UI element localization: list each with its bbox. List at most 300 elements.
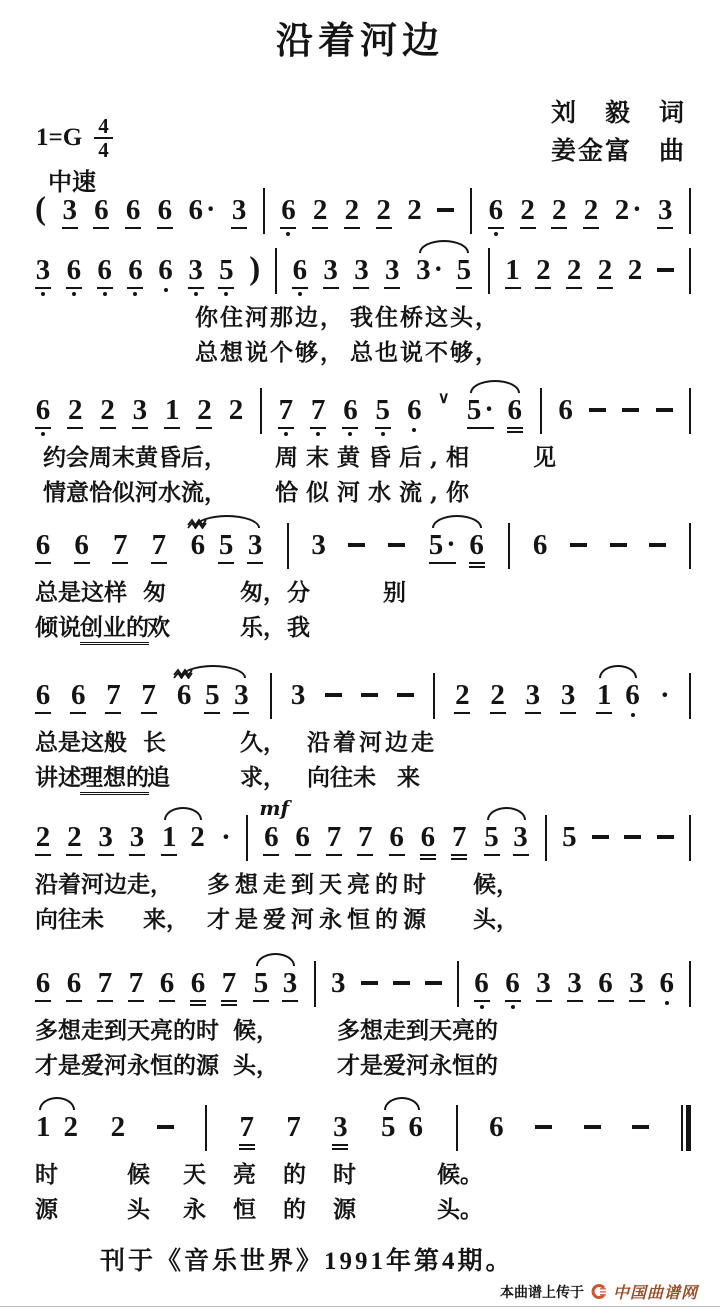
underline xyxy=(239,1148,255,1150)
underline xyxy=(127,287,143,289)
duration-dash xyxy=(425,981,442,985)
underline xyxy=(456,287,472,289)
note xyxy=(489,1112,504,1142)
note xyxy=(583,195,599,229)
note xyxy=(157,195,173,229)
note-number: 2 xyxy=(627,254,643,286)
duration-dash xyxy=(657,268,674,272)
note-number: 6 xyxy=(507,394,522,426)
lyric-segment: 永恒的源 xyxy=(183,1196,383,1223)
note-number: 5 xyxy=(218,529,234,561)
lyric-segment: 才是爱河永恒的 xyxy=(337,1052,498,1079)
lyric-line xyxy=(35,866,691,896)
note xyxy=(129,822,145,856)
lyric-segment: 周末黄昏后,相 xyxy=(275,444,478,471)
note-number: 6 xyxy=(35,967,51,999)
note-number: 6 xyxy=(558,394,573,426)
lyric-segment: 头。 xyxy=(437,1196,483,1223)
note-number: 2 xyxy=(520,194,535,226)
underline xyxy=(566,287,582,289)
note xyxy=(484,822,500,856)
augmentation-dot: · xyxy=(632,194,642,225)
low-octave-dot xyxy=(348,432,352,436)
lyric-segment: 头， xyxy=(233,1052,279,1079)
site-name: 中国曲谱网 xyxy=(612,1283,698,1302)
note xyxy=(141,680,157,714)
lyric-segment: 头 xyxy=(127,1196,150,1223)
note-number: 3 xyxy=(331,967,346,999)
note xyxy=(35,530,51,564)
note-number: 3 xyxy=(658,194,673,226)
duration-dash xyxy=(622,408,639,412)
lyric-segment: 来， xyxy=(143,906,189,933)
underline xyxy=(112,562,128,564)
note-number: 6 xyxy=(489,1111,504,1143)
note-number: 6 xyxy=(408,1111,423,1143)
underline xyxy=(129,854,145,856)
duration-dash xyxy=(361,981,378,985)
note-number: 7 xyxy=(128,967,144,999)
note-number: 6 xyxy=(659,967,674,999)
note xyxy=(469,530,485,568)
underline xyxy=(310,427,326,429)
slur-group xyxy=(176,680,251,714)
parenthesis: ( xyxy=(35,191,46,227)
note xyxy=(97,255,113,296)
system-1 xyxy=(35,169,691,236)
duration-dash xyxy=(632,1125,649,1129)
underline xyxy=(221,1004,237,1006)
note xyxy=(375,395,391,436)
note-number: 6 xyxy=(35,529,51,561)
note xyxy=(513,822,529,856)
underline xyxy=(218,287,234,289)
note xyxy=(218,530,234,564)
low-octave-dot xyxy=(41,292,45,296)
augmentation-dot: · xyxy=(221,821,231,853)
note xyxy=(560,680,576,714)
note xyxy=(331,968,346,998)
low-octave-dot xyxy=(284,432,288,436)
note xyxy=(525,680,541,714)
note-number: 5 · xyxy=(466,394,494,426)
underline xyxy=(535,287,551,289)
lyric-line xyxy=(35,299,691,329)
low-octave-dot xyxy=(316,432,320,436)
system-7 xyxy=(35,942,691,1079)
note-number: 2 xyxy=(67,821,82,853)
note-number: 6 xyxy=(158,254,173,286)
duration-dash xyxy=(361,693,378,697)
note-number: 1 xyxy=(597,679,612,711)
underline xyxy=(159,1000,175,1002)
note-number: 6 xyxy=(625,679,640,711)
underline xyxy=(505,287,521,289)
barline xyxy=(205,1105,207,1151)
note xyxy=(97,968,113,1002)
note-number: 2 xyxy=(583,194,599,226)
underline xyxy=(35,427,51,429)
note xyxy=(344,195,360,229)
lyric-segment: 理想的 xyxy=(80,759,149,795)
note-number: 7 xyxy=(106,679,121,711)
lyric-segment: 总是这样 xyxy=(35,579,127,606)
note-number: 6 xyxy=(292,254,308,286)
lyric-line xyxy=(35,439,691,469)
lyric-line xyxy=(35,759,691,789)
system-3 xyxy=(35,369,691,506)
underline xyxy=(451,858,467,860)
note xyxy=(342,395,358,436)
note-number: 2 xyxy=(312,194,328,226)
note-number: 5 xyxy=(219,254,234,286)
note-number: 2 xyxy=(35,821,51,853)
note-number: 2 xyxy=(552,194,567,226)
underline xyxy=(292,287,308,289)
note-number: 2 xyxy=(490,679,505,711)
underline xyxy=(70,712,86,714)
underline xyxy=(389,854,405,856)
note xyxy=(125,195,141,229)
system-8 xyxy=(35,1086,691,1223)
duration-dash xyxy=(157,1125,174,1129)
note-number: 3 · xyxy=(416,254,443,286)
note-number: 7 xyxy=(451,821,467,853)
low-octave-dot xyxy=(665,1001,669,1005)
note-number: 6 xyxy=(159,967,175,999)
note-number: 1 xyxy=(505,254,520,286)
note xyxy=(660,968,675,1005)
underline xyxy=(342,427,358,429)
note xyxy=(615,195,642,225)
note-number: 6 xyxy=(35,679,51,711)
note xyxy=(35,395,51,436)
underline xyxy=(66,854,82,856)
note xyxy=(533,530,548,560)
barline xyxy=(287,523,289,569)
note xyxy=(357,822,373,856)
note-number: 6 xyxy=(343,394,358,426)
barline xyxy=(456,1105,458,1151)
note xyxy=(62,195,78,229)
note xyxy=(536,968,552,1002)
note-number: 5 xyxy=(456,254,472,286)
note xyxy=(239,1112,255,1150)
underline xyxy=(295,854,311,856)
note xyxy=(105,680,121,714)
barline xyxy=(689,523,691,569)
underline xyxy=(221,1000,237,1002)
note-number: 3 xyxy=(290,679,306,711)
note xyxy=(204,680,220,714)
note xyxy=(505,968,521,1009)
lyric-segment: 求， xyxy=(240,764,286,791)
note-number: 6 xyxy=(469,529,484,561)
breath-mark-icon: ∨ xyxy=(437,390,450,407)
final-barline-thick xyxy=(686,1105,691,1151)
watermark-prefix: 本曲谱上传于 xyxy=(499,1284,584,1301)
note xyxy=(190,968,206,1006)
underline xyxy=(66,1000,82,1002)
barline xyxy=(689,388,691,434)
note xyxy=(628,255,643,285)
note-number: 2 xyxy=(344,194,360,226)
note xyxy=(597,255,613,289)
barline xyxy=(275,248,277,294)
note-number: 6 xyxy=(532,529,548,561)
lyric-segment: 才是爱河永恒的源 xyxy=(35,1052,219,1079)
note-number: 3 xyxy=(354,254,369,286)
lyric-segment: 总是这般 xyxy=(35,729,127,756)
note-number: 2 xyxy=(536,254,551,286)
note-number: 6 xyxy=(264,821,279,853)
lyric-segment: 多想走到天亮的时 xyxy=(207,871,431,898)
underline xyxy=(507,431,523,433)
note-number: 7 xyxy=(326,821,342,853)
lyric-segment: 恰似河水流,你 xyxy=(275,479,478,506)
underline xyxy=(357,854,373,856)
note xyxy=(389,822,405,856)
lyric-segment: 天亮的时 xyxy=(183,1161,383,1188)
note-number: 3 xyxy=(62,194,77,226)
duration-dash xyxy=(610,543,627,547)
system-2 xyxy=(35,229,691,366)
note xyxy=(278,395,294,436)
note-number: 3 xyxy=(247,529,263,561)
note-number: 6 xyxy=(190,967,206,999)
underline xyxy=(326,854,342,856)
lyric-segment: 总也说不够， xyxy=(350,339,500,366)
note-number: 2 xyxy=(407,194,422,226)
note xyxy=(112,530,128,564)
underline xyxy=(196,427,212,429)
lyric-line xyxy=(35,609,691,639)
barline xyxy=(260,388,262,434)
note-number: 6 xyxy=(505,967,520,999)
underline xyxy=(332,1148,348,1150)
note-number: 6 xyxy=(474,967,489,999)
lyric-line xyxy=(35,901,691,931)
lyric-segment: 分 xyxy=(287,579,310,606)
underline xyxy=(105,712,121,714)
low-octave-dot xyxy=(224,292,228,296)
note xyxy=(35,255,51,296)
note xyxy=(191,530,206,560)
note xyxy=(311,530,326,560)
underline xyxy=(190,1004,206,1006)
note xyxy=(520,195,536,229)
duration-dash xyxy=(592,835,609,839)
note-number: 6 xyxy=(281,194,296,226)
note xyxy=(657,195,673,229)
note-number: 2 xyxy=(100,394,115,426)
time-signature xyxy=(94,116,113,160)
note-number: 2 xyxy=(376,194,391,226)
augmentation-dot: · xyxy=(484,394,494,425)
slur-group xyxy=(190,530,265,564)
note xyxy=(128,968,144,1002)
underline xyxy=(66,287,82,289)
note-number: 5 xyxy=(484,821,499,853)
underline xyxy=(97,1000,113,1002)
slur-group xyxy=(252,968,299,1002)
note-number: 3 xyxy=(536,967,551,999)
augmentation-dot: · xyxy=(446,529,456,560)
note xyxy=(164,395,180,429)
note-number: 2 xyxy=(597,254,613,286)
note-number: 5 xyxy=(205,679,220,711)
underline xyxy=(35,562,51,564)
system-6 xyxy=(35,796,691,933)
note-number: 2 xyxy=(190,821,205,853)
note-number: 6 xyxy=(74,529,89,561)
note xyxy=(381,1112,396,1142)
underline xyxy=(218,562,234,564)
note-number: 3 xyxy=(333,1111,348,1143)
note xyxy=(353,255,369,289)
note xyxy=(36,1112,51,1142)
note xyxy=(100,395,116,429)
lyric-line xyxy=(35,1156,691,1186)
low-octave-dot xyxy=(41,432,45,436)
underline xyxy=(484,854,500,856)
lyric-segment: 情意恰似河水流， xyxy=(43,479,227,506)
note xyxy=(505,255,521,289)
underline xyxy=(161,854,177,856)
note-number: 7 xyxy=(221,967,237,999)
note-number: 2 xyxy=(63,1111,78,1143)
note-number: 3 xyxy=(629,967,644,999)
note-number: 2 xyxy=(197,394,212,426)
underline xyxy=(507,427,523,429)
note xyxy=(190,822,205,852)
note xyxy=(158,255,173,292)
barline xyxy=(689,248,691,294)
lyric-segment: 你住河那边， xyxy=(195,304,345,331)
note xyxy=(416,255,443,285)
augmentation-dot: · xyxy=(433,254,443,285)
note-number: 3 xyxy=(98,821,113,853)
underline xyxy=(282,1000,298,1002)
note-number: 2 xyxy=(566,254,582,286)
note-number: 7 xyxy=(286,1111,301,1143)
watermark xyxy=(500,1280,698,1303)
note xyxy=(98,822,114,856)
final-barline-thin xyxy=(681,1105,683,1151)
system-5 xyxy=(35,654,691,791)
note-number: 7 xyxy=(97,967,113,999)
note xyxy=(407,195,422,225)
underline xyxy=(469,566,485,568)
note-number: 5 xyxy=(253,967,269,999)
note xyxy=(35,968,51,1002)
underline xyxy=(474,1000,490,1002)
slur-group xyxy=(428,530,486,568)
low-octave-dot xyxy=(480,1005,484,1009)
note-number: 5 · xyxy=(428,529,456,561)
lyric-line xyxy=(35,724,691,754)
note xyxy=(64,1112,79,1142)
note-number: 6 xyxy=(97,254,112,286)
underline xyxy=(384,287,400,289)
underline xyxy=(536,1000,552,1002)
note-number: 3 xyxy=(323,254,338,286)
note xyxy=(474,968,490,1009)
note-number: 6 xyxy=(295,821,310,853)
lyric-segment: 追 xyxy=(147,764,170,791)
page-bottom-edge xyxy=(0,1306,720,1307)
slur-group xyxy=(35,1112,79,1142)
note xyxy=(598,968,614,1002)
note xyxy=(551,195,567,229)
meter-denominator: 4 xyxy=(98,138,109,162)
duration-dash xyxy=(388,543,405,547)
lyric-segment: 源 xyxy=(35,1196,58,1223)
note-number: 3 xyxy=(311,529,326,561)
duration-dash xyxy=(657,835,674,839)
note-number: 3 xyxy=(282,967,298,999)
underline xyxy=(560,712,576,714)
underline xyxy=(239,1144,255,1146)
underline xyxy=(332,1144,348,1146)
barline xyxy=(314,961,316,1007)
barline xyxy=(508,523,510,569)
lyric-segment: 来 xyxy=(397,764,420,791)
parenthesis: ) xyxy=(249,251,261,287)
note-number: 6 xyxy=(157,194,173,226)
underline xyxy=(353,287,369,289)
lyric-segment: 向往未 xyxy=(35,906,104,933)
duration-dash xyxy=(584,1125,601,1129)
underline xyxy=(490,712,506,714)
note xyxy=(629,968,645,1002)
underline xyxy=(451,854,467,856)
note xyxy=(456,255,472,289)
low-octave-dot xyxy=(511,1005,515,1009)
low-octave-dot xyxy=(72,292,76,296)
lyric-segment: 讲述 xyxy=(35,764,81,791)
duration-dash xyxy=(397,693,414,697)
tempo-marking: 中速 xyxy=(48,170,96,196)
slur-group xyxy=(160,822,206,856)
barline xyxy=(433,673,435,719)
note xyxy=(535,255,551,289)
underline xyxy=(598,1000,614,1002)
note-number: 6 xyxy=(66,254,82,286)
note xyxy=(159,968,175,1002)
barline xyxy=(689,815,691,861)
lyricist-credit: 刘 毅 词 xyxy=(550,100,686,127)
note-number: 1 xyxy=(162,821,177,853)
note xyxy=(229,395,244,425)
note xyxy=(310,395,326,436)
underline xyxy=(525,712,541,714)
underline xyxy=(67,427,83,429)
note xyxy=(253,968,269,1002)
underline xyxy=(505,1000,521,1002)
site-logo-icon xyxy=(590,1283,607,1300)
note xyxy=(407,395,422,432)
note-number: 2 xyxy=(455,679,470,711)
note-number: 6 xyxy=(94,194,109,226)
mordent-icon xyxy=(173,667,195,679)
slur-group xyxy=(466,395,524,433)
note xyxy=(189,195,216,225)
composer-credit: 姜金富 曲 xyxy=(550,138,686,165)
underline xyxy=(278,427,294,429)
note-number: 7 xyxy=(358,821,373,853)
note xyxy=(67,395,83,429)
